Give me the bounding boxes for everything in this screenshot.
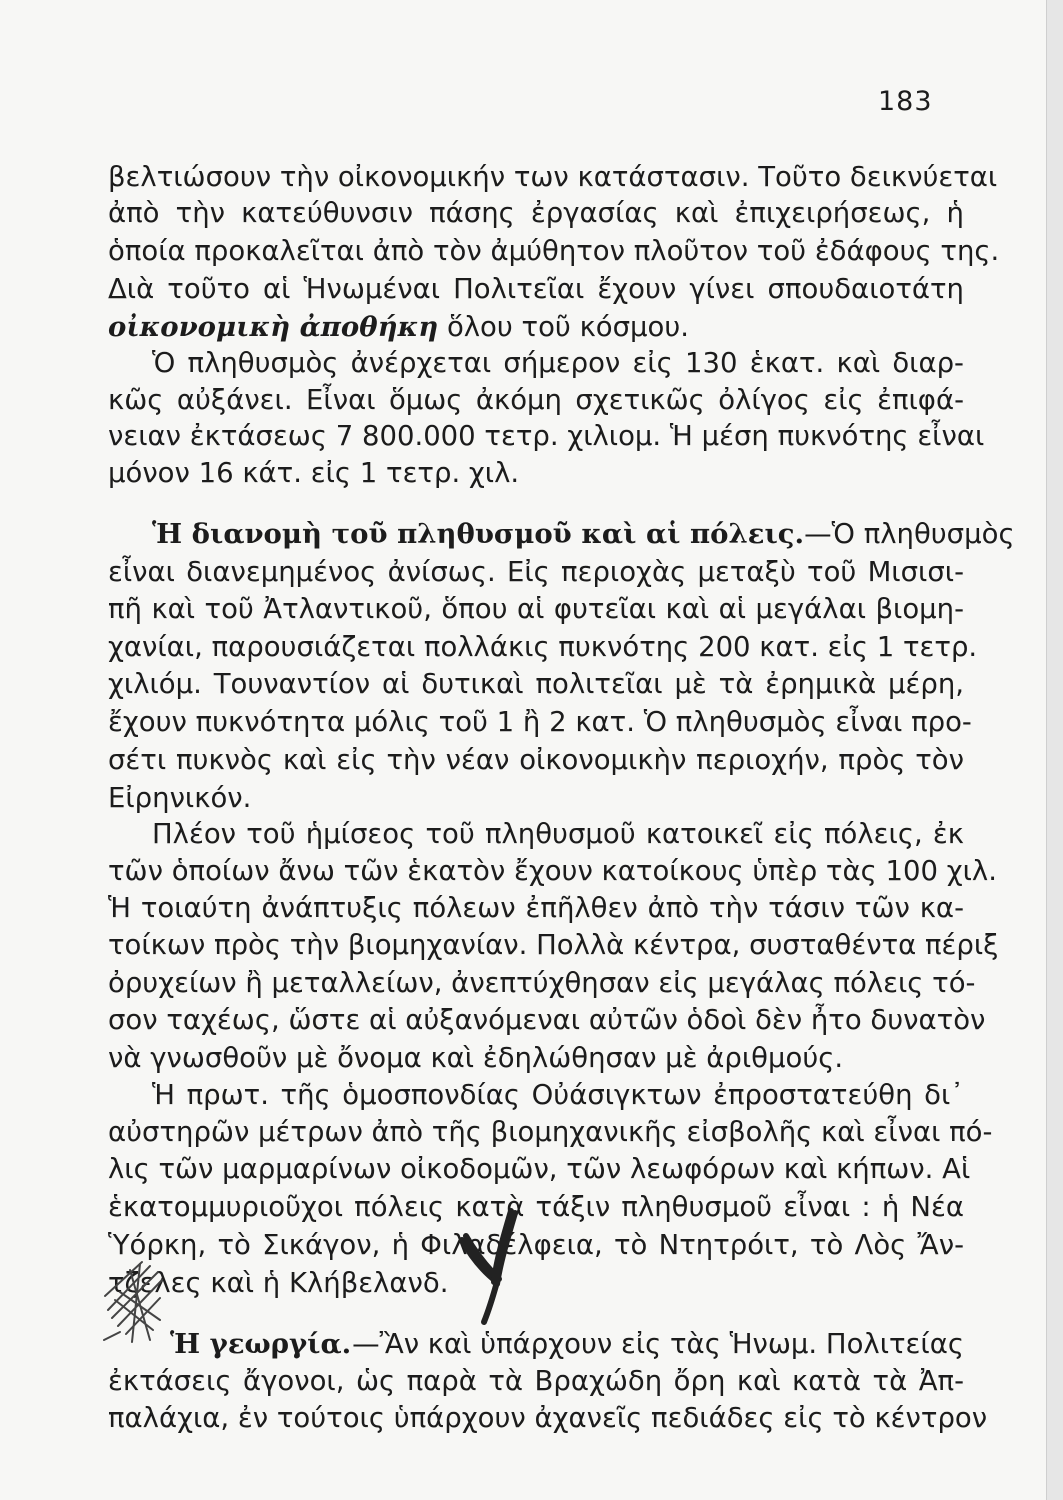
text-run: —Ὁ πληθυσμὸς [804,518,1015,550]
text-line: κῶς αὐξάνει. Εἶναι ὅμως ἀκόμη σχετικῶς ὀλίγος εἰς ἐπιφά- [108,384,964,416]
handwritten-y-mark [462,1211,515,1322]
text-line: παλάχια, ἐν τούτοις ὑπάρχουν ἀχανεῖς πεδιάδες εἰς τὸ κέντρον [108,1402,988,1434]
text-line: σέτι πυκνὸς καὶ εἰς τὴν νέαν οἰκονομικὴν περιοχήν, πρὸς τὸν [108,744,964,776]
text-line: ἀπὸ τὴν κατεύθυνσιν πάσης ἐργασίας καὶ ἐπιχειρήσεως, ἡ [108,197,964,229]
text-line: σον ταχέως, ὥστε αἱ αὐξανόμεναι αὐτῶν ὁδοὶ δὲν ἦτο δυνατὸν [108,1004,986,1036]
text-line: βελτιώσουν τὴν οἰκονομικήν των κατάστασιν. Τοῦτο δεικνύεται [108,161,998,193]
text-line: Ὑόρκη, τὸ Σικάγον, ἡ Φιλαδέλφεια, τὸ Ντητρόιτ, τὸ Λὸς Ἄν- [108,1229,964,1261]
text-line: τῶν ὁποίων ἄνω τῶν ἑκατὸν ἔχουν κατοίκους ὑπὲρ τὰς 100 χιλ. [108,855,997,887]
text-line: Ὁ πληθυσμὸς ἀνέρχεται σήμερον εἰς 130 ἑκατ. καὶ διαρ- [152,347,964,379]
text-line: εἶναι διανεμημένος ἀνίσως. Εἰς περιοχὰς μεταξὺ τοῦ Μισισι- [108,556,964,588]
text-line: μόνον 16 κάτ. εἰς 1 τετρ. χιλ. [108,457,520,489]
text-line: αὐστηρῶν μέτρων ἀπὸ τῆς βιομηχανικῆς εἰσβολῆς καὶ εἶναι πό- [108,1116,993,1148]
text-line: τζελες καὶ ἡ Κλήβελανδ. [108,1267,449,1299]
text-run: —Ἂν καὶ ὑπάρχουν εἰς τὰς Ἡνωμ. Πολιτείας [352,1328,964,1360]
text-line: Πλέον τοῦ ἡμίσεος τοῦ πληθυσμοῦ κατοικεῖ εἰς πόλεις, ἐκ [152,818,964,850]
text-line: Ἡ πρωτ. τῆς ὁμοσπονδίας Οὐάσιγκτων ἐπροστατεύθη δι᾽ [152,1079,964,1111]
text-line: ὁποία προκαλεῖται ἀπὸ τὸν ἀμύθητον πλοῦτον τοῦ ἐδάφους της. [108,235,1000,267]
text-line: Ἡ τοιαύτη ἀνάπτυξις πόλεων ἐπῆλθεν ἀπὸ τὴν τάσιν τῶν κα- [108,892,964,924]
text-line: νὰ γνωσθοῦν μὲ ὄνομα καὶ ἐδηλώθησαν μὲ ἀριθμούς. [108,1042,844,1074]
text-line: νειαν ἐκτάσεως 7 800.000 τετρ. χιλιομ. Ἡ μέση πυκνότης εἶναι [108,420,985,452]
text-line: πῆ καὶ τοῦ Ἀτλαντικοῦ, ὅπου αἱ φυτεῖαι καὶ αἱ μεγάλαι βιομη- [108,593,964,625]
pencil-scribble-mark [104,1262,162,1342]
text-run: ὅλου τοῦ κόσμου. [438,311,690,343]
text-line: χιλιόμ. Τουναντίον αἱ δυτικαὶ πολιτεῖαι μὲ τὰ ἐρημικὰ μέρη, [108,668,964,700]
section-heading: Ἡ διανομὴ τοῦ πληθυσμοῦ καὶ αἱ πόλεις. [152,518,805,550]
text-line: τοίκων πρὸς τὴν βιομηχανίαν. Πολλὰ κέντρα, συσταθέντα πέριξ [108,929,999,961]
emphasis-text: οἰκονομικὴ ἀποθήκη [108,311,439,343]
text-line: Εἰρηνικόν. [108,782,252,814]
text-line: ἐκτάσεις ἄγονοι, ὡς παρὰ τὰ Βραχώδη ὄρη καὶ κατὰ τὰ Ἀπ- [108,1365,964,1397]
text-line: ἔχουν πυκνότητα μόλις τοῦ 1 ἢ 2 κατ. Ὁ πληθυσμὸς εἶναι προ- [108,706,972,738]
text-line: ἑκατομμυριοῦχοι πόλεις κατὰ τάξιν πληθυσμοῦ εἶναι : ἡ Νέα [108,1191,964,1223]
text-line: λις τῶν μαρμαρίνων οἰκοδομῶν, τῶν λεωφόρων καὶ κήπων. Αἱ [108,1153,971,1185]
text-line: ὀρυχείων ἢ μεταλλείων, ἀνεπτύχθησαν εἰς μεγάλας πόλεις τό- [108,967,976,999]
section-heading: Ἡ γεωργία. [170,1328,352,1360]
text-line: Διὰ τοῦτο αἱ Ἡνωμέναι Πολιτεῖαι ἔχουν γίνει σπουδαιοτάτη [108,273,964,305]
page-number: 183 [878,86,933,117]
text-line: χανίαι, παρουσιάζεται πολλάκις πυκνότης 200 κατ. εἰς 1 τετρ. [108,631,978,663]
